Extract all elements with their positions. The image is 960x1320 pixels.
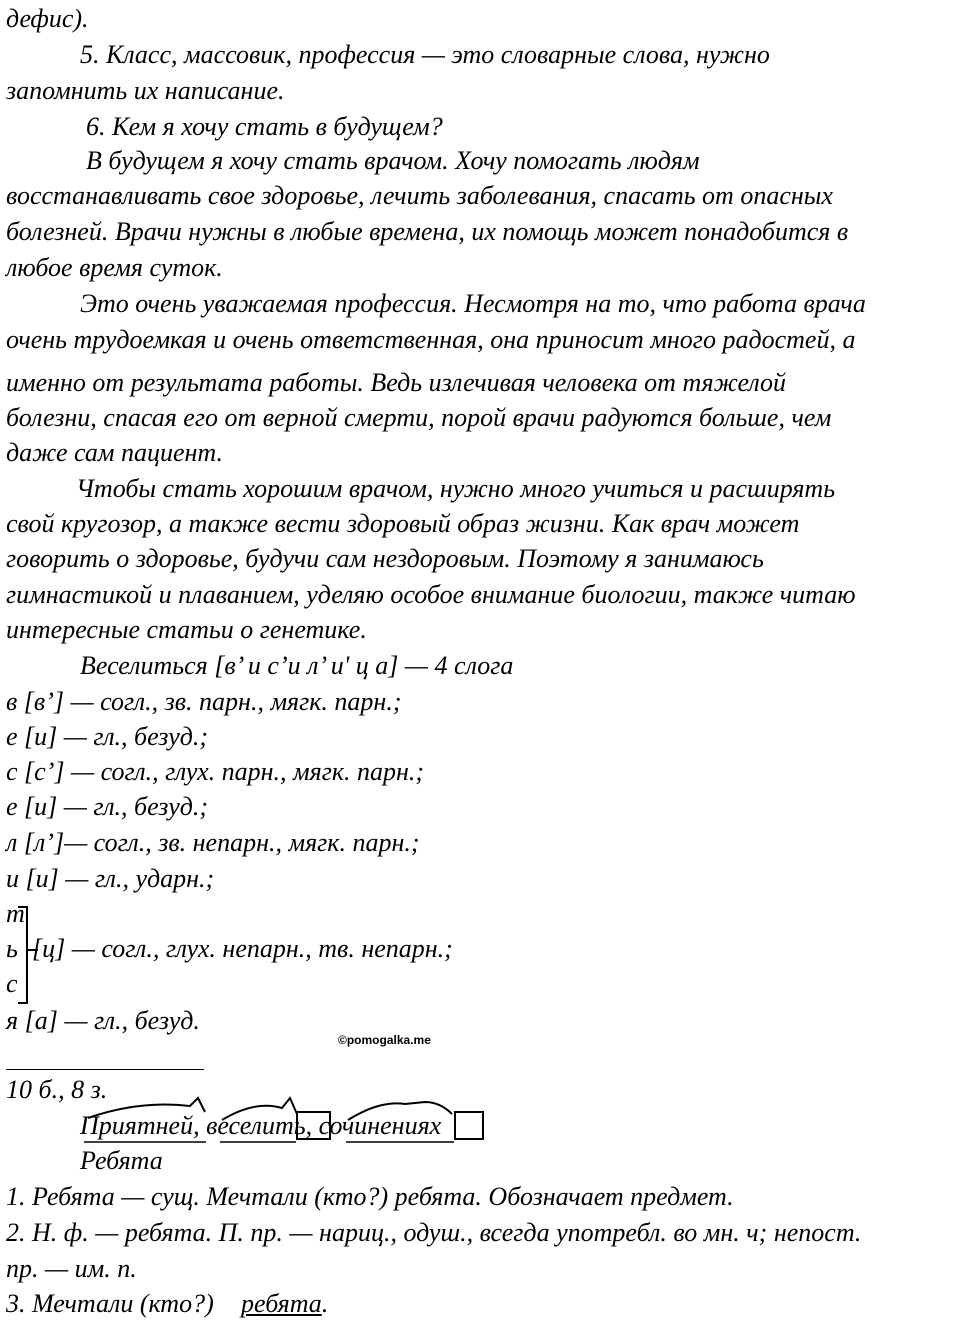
text-line: очень трудоемкая и очень ответственная, она приносит много радостей, а bbox=[6, 325, 856, 354]
text-line: ь bbox=[6, 934, 18, 963]
text-line: 5. Класс, массовик, профессия — это словарные слова, нужно bbox=[80, 40, 770, 69]
word-veselit: веселить bbox=[206, 1111, 306, 1140]
ending-box bbox=[455, 1112, 483, 1139]
text-line: Ребята bbox=[80, 1146, 163, 1175]
text-line: говорить о здоровье, будучи сам нездоровым. Поэтому я занимаюсь bbox=[6, 544, 764, 573]
text-line: даже сам пациент. bbox=[6, 438, 224, 467]
text-line: свой кругозор, а также вести здоровый образ жизни. Как врач может bbox=[6, 509, 800, 538]
morpheme-words-line: Приятней, веселить, сочинениях bbox=[80, 1111, 442, 1140]
text-line: болезни, спасая его от верной смерти, порой врачи радуются больше, чем bbox=[6, 403, 832, 432]
text-line: 1. Ребята — сущ. Мечтали (кто?) ребята. Обозначает предмет. bbox=[6, 1182, 734, 1211]
text-line: 3. Мечтали (кто?) bbox=[6, 1289, 214, 1318]
text-line: дефис). bbox=[6, 4, 89, 33]
text-line: интересные статьи о генетике. bbox=[6, 615, 367, 644]
text-line: 2. Н. ф. — ребята. П. пр. — нариц., одуш., всегда употребл. во мн. ч; непост. bbox=[6, 1218, 862, 1247]
text-line: болезней. Врачи нужны в любые времена, их помощь может понадобится в bbox=[6, 217, 849, 246]
watermark: ©pomogalka.me bbox=[338, 1033, 431, 1047]
text-line: е [и] — гл., безуд.; bbox=[6, 722, 209, 751]
subject-word: ребята bbox=[241, 1289, 322, 1318]
text-line: гимнастикой и плаванием, уделяю особое внимание биологии, также читаю bbox=[6, 580, 856, 609]
text-line: восстанавливать свое здоровье, лечить заболевания, спасать от опасных bbox=[6, 181, 833, 210]
text-line: запомнить их написание. bbox=[6, 76, 285, 105]
text-line: пр. — им. п. bbox=[6, 1254, 137, 1283]
text-line: Веселиться [в’ и с’и л’ и' ц а] — 4 слога bbox=[80, 651, 514, 680]
word-sochineniyah: сочинениях bbox=[318, 1111, 442, 1140]
ending-box bbox=[297, 1112, 330, 1139]
subject-word-line bbox=[241, 1289, 328, 1319]
text-line: именно от результата работы. Ведь излечивая человека от тяжелой bbox=[6, 368, 787, 397]
text-line: с [с’] — согл., глух. парн., мягк. парн.; bbox=[6, 757, 425, 786]
text-line: Чтобы стать хорошим врачом, нужно много учиться и расширять bbox=[76, 474, 836, 503]
text-line: л [л’]— согл., зв. непарн., мягк. парн.; bbox=[6, 828, 420, 857]
text-line: любое время суток. bbox=[6, 253, 223, 282]
text-line: В будущем я хочу стать врачом. Хочу помогать людям bbox=[86, 146, 700, 175]
text-line: в [в’] — согл., зв. парн., мягк. парн.; bbox=[6, 687, 402, 716]
text-line: и [и] — гл., ударн.; bbox=[6, 864, 215, 893]
text-line: с bbox=[6, 969, 18, 998]
text-line: [ц] — согл., глух. непарн., тв. непарн.; bbox=[32, 934, 453, 963]
text-line: Это очень уважаемая профессия. Несмотря на то, что работа врача bbox=[80, 289, 866, 318]
text-line: я [а] — гл., безуд. bbox=[6, 1006, 200, 1035]
text-line: т bbox=[6, 899, 25, 928]
text-line: 10 б., 8 з. bbox=[6, 1075, 108, 1104]
text-line: е [и] — гл., безуд.; bbox=[6, 792, 209, 821]
text-line: 6. Кем я хочу стать в будущем? bbox=[86, 112, 443, 141]
root-arc bbox=[348, 1102, 452, 1120]
root-arc bbox=[222, 1098, 297, 1120]
word-priyatney: Приятней bbox=[80, 1111, 194, 1140]
root-arc bbox=[88, 1098, 205, 1118]
final-period: . bbox=[321, 1289, 329, 1318]
